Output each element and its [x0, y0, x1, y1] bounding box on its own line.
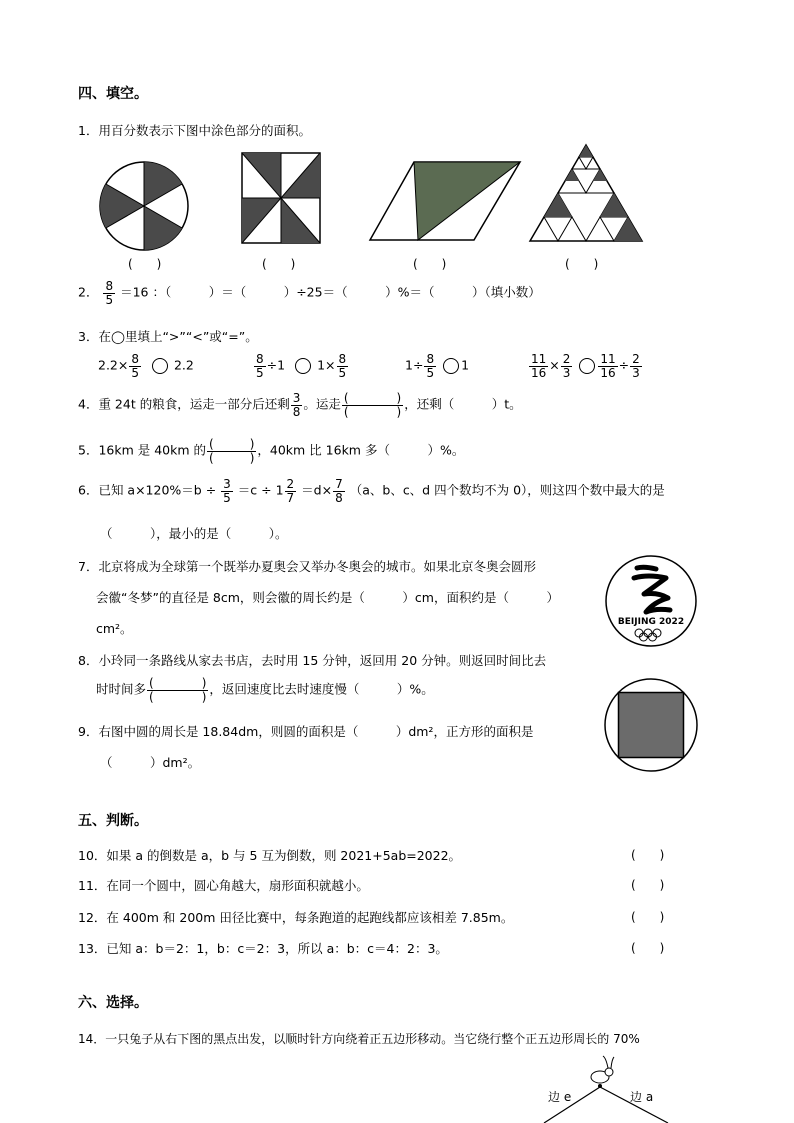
q13-text: 13．已知 a：b＝2：1，b：c＝2：3，所以 a：b：c＝4：2：3。	[78, 941, 448, 956]
q1-text: 1．用百分数表示下图中涂色部分的面积。	[78, 123, 311, 138]
q4-line: 4．重 24t 的粮食，运走一部分后还剩 $\frac{3}{8}$ 。运走 $\frac{( )}{( )}$ ，还剩（ ）t。	[78, 391, 522, 419]
q3-compare-circle-4[interactable]	[579, 358, 595, 374]
section-5-title: 五、判断。	[78, 813, 148, 829]
q3-expr-3: 1÷ $\frac{8}{5}$ 1	[405, 352, 470, 380]
q2-text: ＝16 ：（ ）＝（ ）÷25＝（ ）%＝（ ）（填小数）	[120, 284, 541, 300]
q1-answer-paren-3[interactable]: ( )	[413, 257, 447, 271]
q11-text: 11．在同一个圆中，圆心角越大，扇形面积就越小。	[78, 878, 369, 893]
q9-line-1: 9．右图中圆的周长是 18.84dm，则圆的面积是（ ）dm²，正方形的面积是	[78, 724, 534, 739]
q13-answer-paren[interactable]: ( )	[631, 941, 665, 955]
q8-line-2: 时时间多 $\frac{( )}{( )}$ ，返回速度比去时速度慢（ ）%。	[96, 676, 434, 704]
rabbit-icon	[591, 1056, 614, 1088]
q9-circle-square-figure	[603, 677, 699, 773]
q2-line	[78, 280, 541, 306]
q3-expr-4: $\frac{11}{16}$ × $\frac{2}{3}$ $\frac{11}{16}$ ÷ $\frac{2}{3}$	[531, 352, 640, 380]
q14-edge-e-label: 边 e	[548, 1090, 572, 1104]
q3-compare-circle-2[interactable]	[295, 358, 311, 374]
q1-circle-figure	[98, 160, 190, 252]
section-4-title: 四、填空。	[78, 86, 148, 102]
q2-fraction: $\frac{8}{5}$	[105, 279, 114, 307]
q1-answer-paren-1[interactable]: ( )	[128, 257, 162, 271]
q2-number: 2．	[78, 284, 99, 300]
q14-text: 14．一只兔子从右下图的黑点出发，以顺时针方向绕着正五边形移动。当它绕行整个正五边形周长的 70%	[78, 1032, 640, 1046]
q3-compare-circle-1[interactable]	[152, 358, 168, 374]
q6-line-2: （ ），最小的是（ ）。	[100, 526, 288, 541]
q4-fraction-blank[interactable]: $\frac{( )}{( )}$	[343, 391, 402, 419]
q5-line: 5．16km 是 40km 的 $\frac{( )}{( )}$ ，40km 比 16km 多（ ）%。	[78, 437, 465, 465]
q7-emblem-text: BEIJING 2022	[617, 617, 685, 627]
q14-edge-a-label: 边 a	[630, 1090, 654, 1104]
q7-line-2: 会徽“冬梦”的直径是 8cm，则会徽的周长约是（ ）cm，面积约是（ ）	[96, 590, 559, 605]
q1-answer-paren-2[interactable]: ( )	[262, 257, 296, 271]
q3-text: 3．在◯里填上“>”“<”或“=”。	[78, 329, 258, 344]
q9-line-2: （ ）dm²。	[100, 755, 201, 770]
q1-sierpinski-triangle-figure	[528, 143, 644, 243]
q7-winter-olympics-emblem	[604, 554, 698, 648]
q8-fraction-blank[interactable]: $\frac{( )}{( )}$	[149, 676, 207, 704]
q10-answer-paren[interactable]: ( )	[631, 848, 665, 862]
q11-answer-paren[interactable]: ( )	[631, 878, 665, 892]
q14-pentagon-figure	[540, 1050, 670, 1123]
q7-line-3: cm²。	[96, 621, 133, 636]
q7-line-1: 7．北京将成为全球第一个既举办夏奥会又举办冬奥会的城市。如果北京冬奥会圆形	[78, 559, 536, 574]
section-6-title: 六、选择。	[78, 995, 148, 1011]
q6-line-1: 6．已知 a×120%＝b ÷ $\frac{3}{5}$ ＝c ÷ 1 $\frac{2}{7}$ ＝d× $\frac{7}{8}$ （a、b、c、d 四个数均不为 0），则这四个数中最大的是	[78, 477, 665, 505]
q12-answer-paren[interactable]: ( )	[631, 910, 665, 924]
q1-parallelogram-figure	[368, 160, 522, 242]
q5-fraction-blank[interactable]: $\frac{( )}{( )}$	[209, 437, 255, 465]
q1-answer-paren-4[interactable]: ( )	[565, 257, 599, 271]
q3-compare-circle-3[interactable]	[443, 358, 459, 374]
q12-text: 12．在 400m 和 200m 田径比赛中，每条跑道的起跑线都应该相差 7.85m。	[78, 910, 514, 925]
q8-line-1: 8．小玲同一条路线从家去书店，去时用 15 分钟，返回用 20 分钟。则返回时间比去	[78, 653, 547, 668]
q1-square-pinwheel-figure	[241, 152, 321, 244]
q3-expr-2: $\frac{8}{5}$ ÷1 1× $\frac{8}{5}$	[256, 352, 347, 380]
q3-expr-1: 2.2× $\frac{8}{5}$ 2.2	[98, 352, 194, 380]
q10-text: 10．如果 a 的倒数是 a，b 与 5 互为倒数，则 2021+5ab=2022。	[78, 848, 462, 863]
